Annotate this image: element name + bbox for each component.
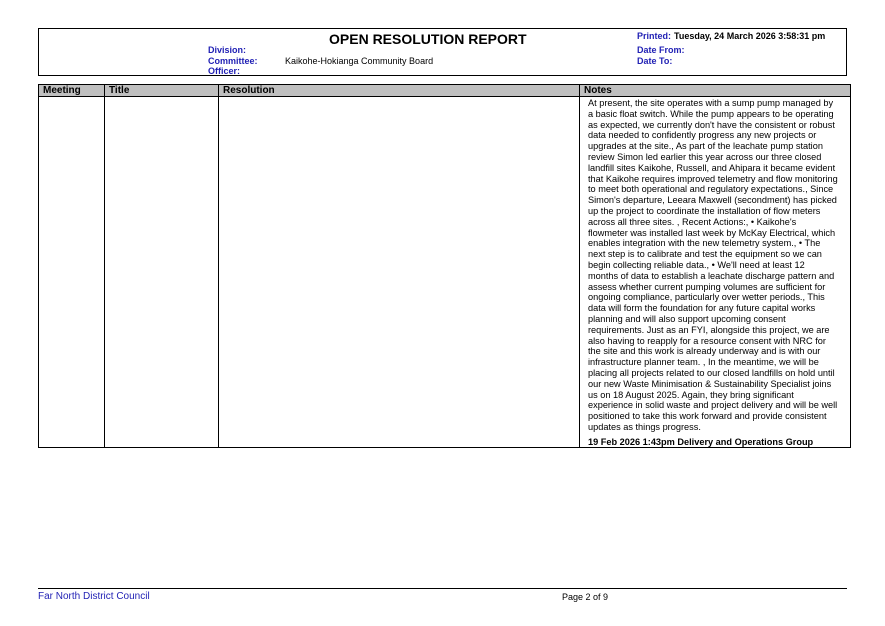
officer-label: Officer: bbox=[208, 66, 241, 76]
resolution-table bbox=[38, 84, 851, 448]
column-header-resolution: Resolution bbox=[223, 85, 275, 96]
column-header-notes: Notes bbox=[584, 85, 612, 96]
column-divider bbox=[218, 85, 219, 447]
committee-value: Kaikohe-Hokianga Community Board bbox=[285, 56, 434, 66]
column-divider bbox=[104, 85, 105, 447]
column-divider bbox=[579, 85, 580, 447]
committee-label: Committee: bbox=[208, 56, 258, 66]
printed-label: Printed: bbox=[637, 31, 672, 41]
page-number: Page 2 of 9 bbox=[562, 592, 609, 602]
notes-entry-footer: 19 Feb 2026 1:43pm Delivery and Operations Group bbox=[588, 437, 814, 447]
table-header bbox=[39, 85, 850, 97]
column-header-title: Title bbox=[109, 85, 130, 96]
date-to-label: Date To: bbox=[637, 56, 673, 66]
column-header-meeting: Meeting bbox=[43, 85, 81, 96]
report-title: OPEN RESOLUTION REPORT bbox=[329, 31, 527, 47]
report-header bbox=[38, 28, 847, 76]
date-from-label: Date From: bbox=[637, 45, 685, 55]
footer-divider bbox=[38, 588, 847, 589]
division-label: Division: bbox=[208, 45, 247, 55]
notes-cell: At present, the site operates with a sump pump managed by a basic float switch. While the pump appears to be operating as expected, we currently don't have the consistent or robust data needed to confidently progress any new projects or upgrades at the site., As part of the leachate pump station review Simon led earlier this year across our three closed landfill sites Kaikohe, Russell, and Ahipara it became evident that Kaikohe requires improved telemetry and flow monitoring to meet both operational and regulatory expectations., Since Simon's departure, Leeara Maxwell (secondment) has picked up the project to coordinate the installation of flow meters across all three sites. , Recent Actions:, • Kaikohe's flowmeter was installed last week by McKay Electrical, which enables integration with the new telemetry system., • The next step is to calibrate and test the equipment so we can begin collecting reliable data., • We'll need at least 12 months of data to establish a leachate discharge pattern and assess whether current pumping volumes are sufficient for ongoing compliance, particularly over wetter periods., This data will form the foundation for any future capital works planning and will also support upcoming consent requirements. Just as an FYI, alongside this project, we are also having to reapply for a resource consent with NRC for the site and this work is already underway and is with our infrastructure planner team. , In the meantime, we will be placing all projects related to our closed landfills on hold until our new Waste Minimisation & Sustainability Specialist joins us on 18 August 2025. Again, they bring significant experience in solid waste and project delivery and will be well positioned to take this work forward and provide consistent updates as things progress. bbox=[588, 98, 838, 432]
footer-organisation: Far North District Council bbox=[38, 591, 150, 602]
printed-value: Tuesday, 24 March 2026 3:58:31 pm bbox=[674, 31, 826, 41]
